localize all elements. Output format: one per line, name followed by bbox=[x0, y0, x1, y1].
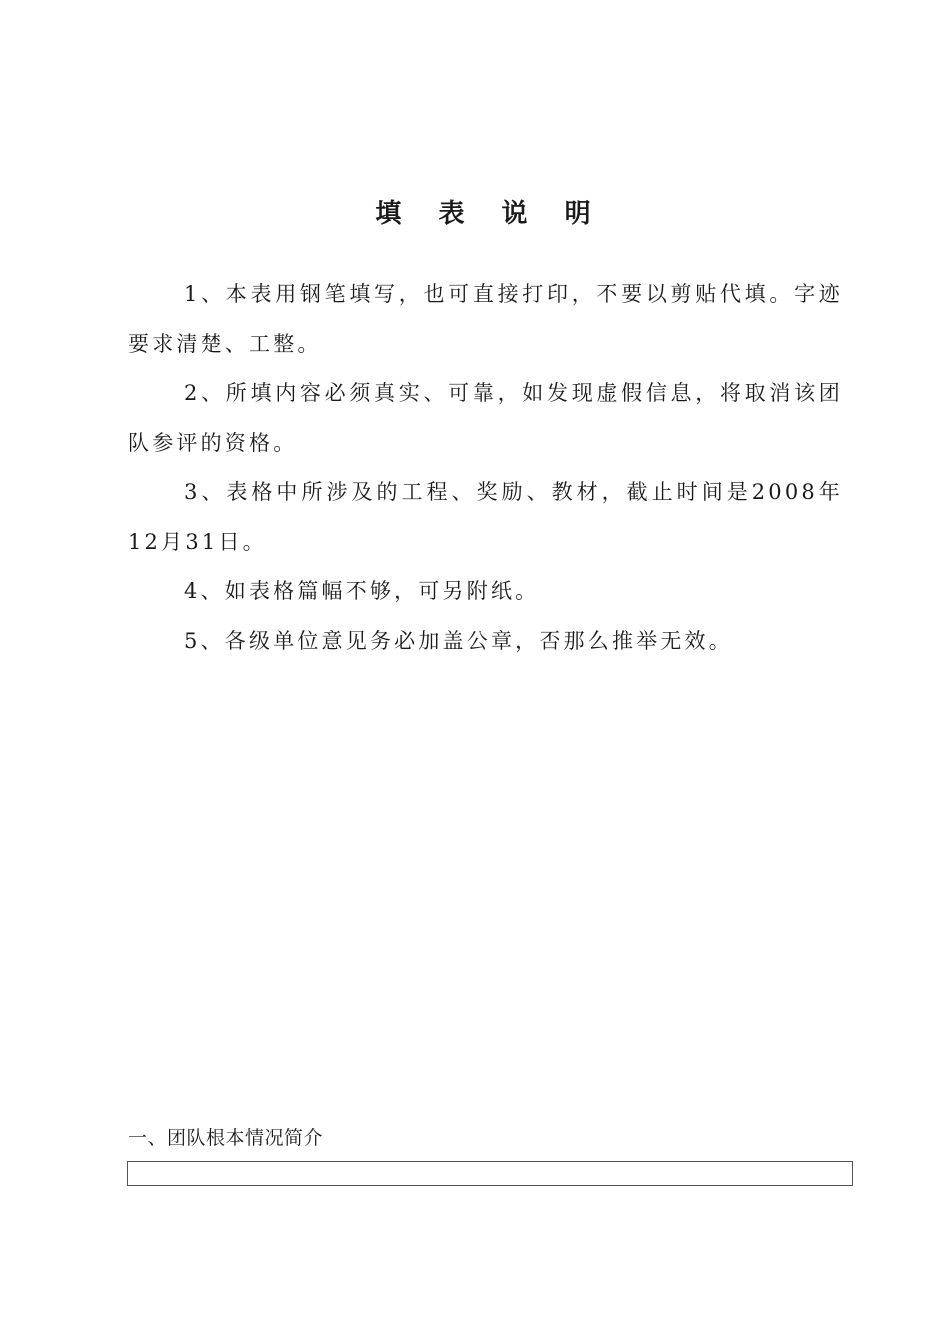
section-heading-team-intro: 一、团队根本情况简介 bbox=[128, 1127, 324, 1149]
instruction-item: 2、所填内容必须真实、可靠，如发现虚假信息，将取消该团队参评的资格。 bbox=[128, 381, 843, 455]
instruction-item: 4、如表格篇幅不够，可另附纸。 bbox=[184, 579, 540, 603]
instruction-item: 1、本表用钢笔填写，也可直接打印，不要以剪贴代填。字迹要求清楚、工整。 bbox=[128, 282, 843, 356]
instruction-item: 5、各级单位意见务必加盖公章，否那么推举无效。 bbox=[184, 628, 733, 653]
instructions-list bbox=[128, 270, 843, 666]
instruction-item: 3、表格中所涉及的工程、奖励、教材，截止时间是2008年12月31日。 bbox=[128, 480, 843, 554]
document-title: 填 表 说 明 bbox=[375, 199, 605, 229]
team-intro-box[interactable] bbox=[127, 1161, 853, 1186]
